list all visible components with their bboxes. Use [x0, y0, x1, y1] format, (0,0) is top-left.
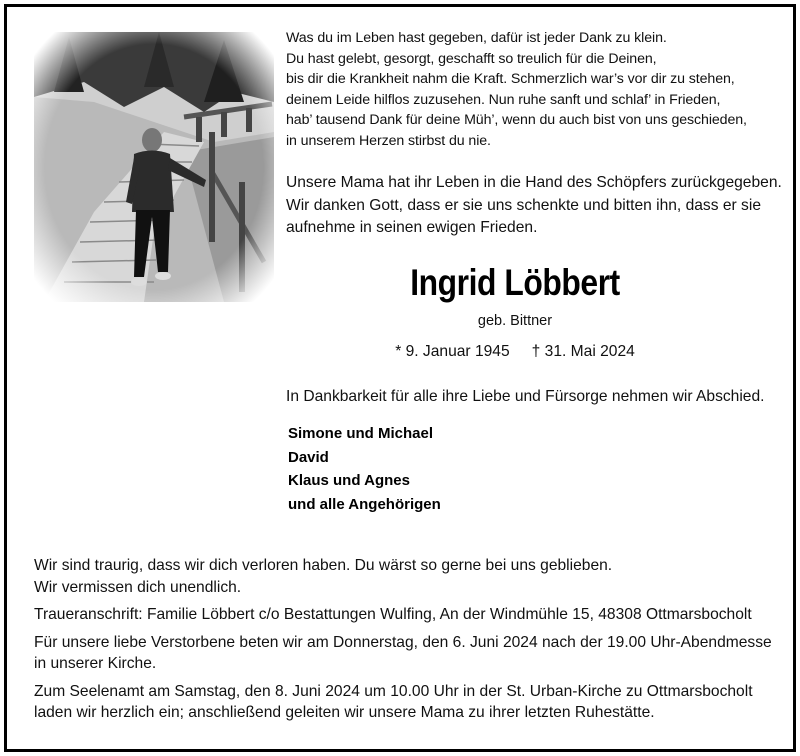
birth-name: geb. Bittner	[477, 313, 553, 329]
mourner: Klaus und Agnes	[288, 472, 410, 489]
mourning-address: Traueranschrift: Familie Löbbert c/o Bestattungen Wulfing, An der Windmühle 15, 48308 Ottmarsbocholt	[34, 606, 752, 623]
poem-line: Was du im Leben hast gegeben, dafür ist jeder Dank zu klein.	[286, 30, 667, 46]
mourners-list	[288, 422, 588, 516]
mourner: Simone und Michael	[288, 425, 434, 442]
poem-line: in unserem Herzen stirbst du nie.	[286, 132, 491, 149]
death-date: † 31. Mai 2024	[531, 343, 635, 360]
memorial-photo	[34, 32, 274, 302]
prayer-line: Für unsere liebe Verstorbene beten wir am Donnerstag, den 6. Juni 2024 nach der 19.00 Uhr-Abendmesse	[34, 633, 772, 651]
mourner: und alle Angehörigen	[288, 495, 441, 513]
footer-notices	[34, 549, 774, 730]
poem-line: hab’ tausend Dank für deine Müh’, wenn du auch bist von uns geschieden,	[286, 112, 747, 129]
intro-paragraph	[286, 172, 782, 240]
intro-line: Unsere Mama hat ihr Leben in die Hand des Schöpfers zurückgegeben.	[286, 174, 782, 191]
poem-line: bis dir die Krankheit nahm die Kraft. Schmerzlich war’s vor dir zu stehen,	[286, 71, 735, 88]
poem	[286, 28, 776, 152]
intro-line: aufnehme in seinen ewigen Frieden.	[286, 219, 538, 237]
deceased-name: Ingrid Löbbert	[410, 262, 620, 303]
requiem-line: laden wir herzlich ein; anschließend geleiten wir unsere Mama zu ihrer letzten Ruhestätte.	[34, 704, 655, 721]
intro-line: Wir danken Gott, dass er sie uns schenkte und bitten ihn, dass er sie	[286, 196, 761, 214]
life-dates	[286, 341, 744, 363]
requiem-line: Zum Seelenamt am Samstag, den 8. Juni 2024 um 10.00 Uhr in der St. Urban-Kirche zu Ottmarsbocholt	[34, 682, 753, 700]
farewell-text: In Dankbarkeit für alle ihre Liebe und Fürsorge nehmen wir Abschied.	[286, 388, 765, 405]
sad-line: Wir sind traurig, dass wir dich verloren haben. Du wärst so gerne bei uns geblieben.	[34, 557, 613, 574]
prayer-line: in unserer Kirche.	[34, 655, 157, 672]
sad-line: Wir vermissen dich unendlich.	[34, 578, 242, 596]
mourner: David	[288, 448, 329, 466]
poem-line: Du hast gelebt, gesorgt, geschafft so treulich für die Deinen,	[286, 50, 657, 67]
poem-line: deinem Leide hilflos zuzusehen. Nun ruhe sanft und schlaf’ in Frieden,	[286, 91, 721, 108]
birth-date: * 9. Januar 1945	[395, 343, 510, 360]
